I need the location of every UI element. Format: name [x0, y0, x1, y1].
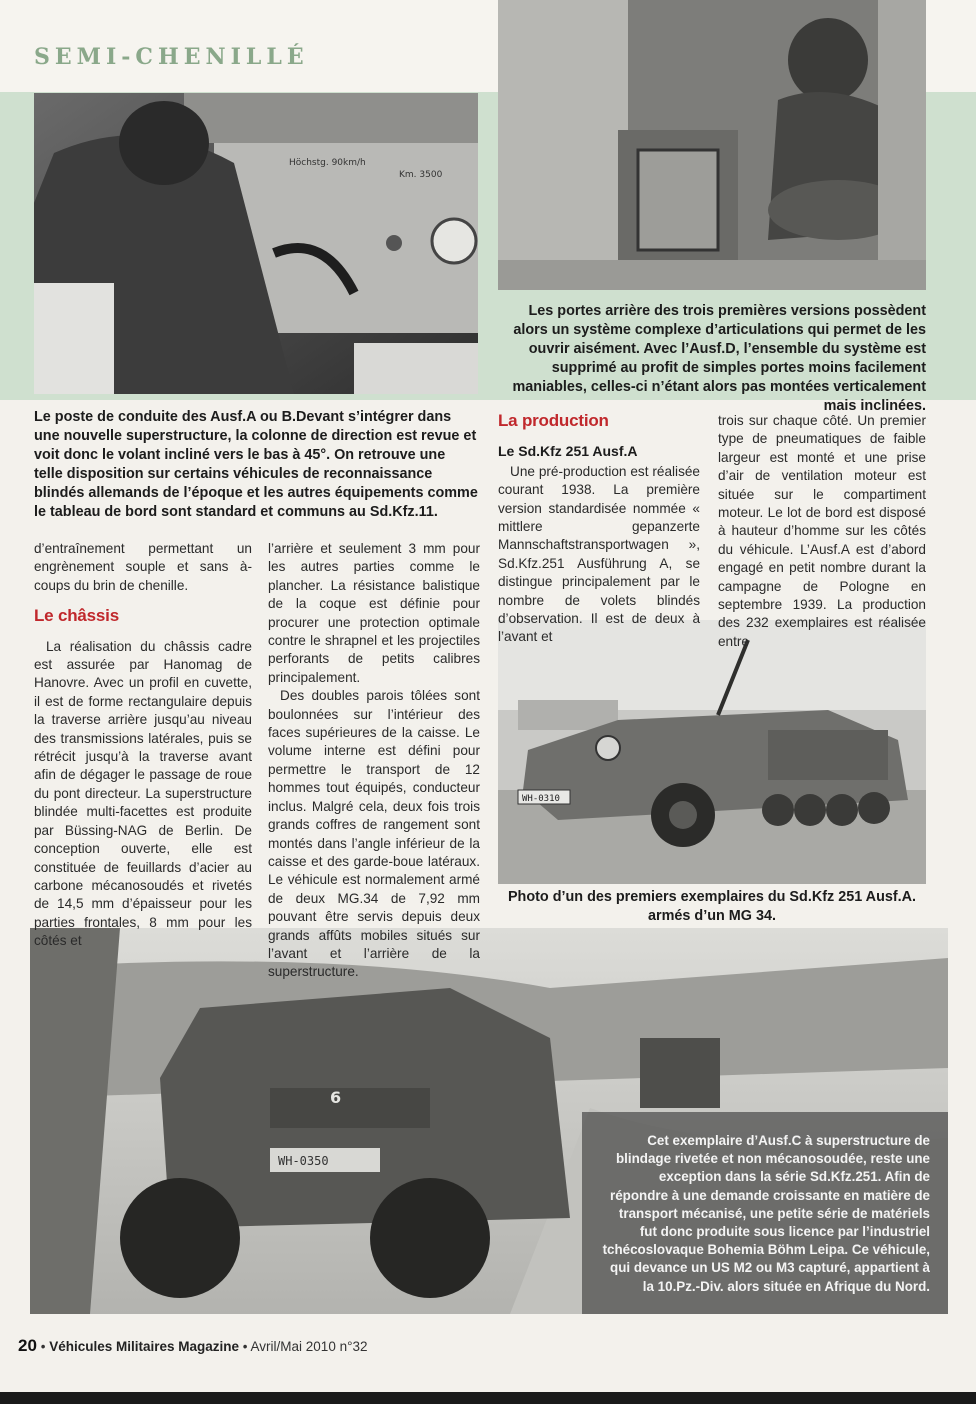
page-footer: [18, 1336, 368, 1356]
speed-plate-label: Höchstg. 90km/h: [289, 158, 366, 168]
column-1-body: La réalisation du châssis cadre est assurée par Hanomag de Hanovre. Avec un profil en cuvette, il est de forme rectangulaire depuis la traverse arrière jusqu’au niveau des transmissions latérales, puis se rétrécit jusqu’à la traverse avant afin de dégager le passage de roue du pont directeur. La superstructure blindée multi-facettes est produite par Büssing-NAG de Berlin. De conception ouverte, elle est constituée de feuillards d’acier au carbone mécanosoudés et rivetés de 14,5 mm d’épaisseur pour les parties frontales, 8 mm pour les côtés et: [34, 638, 252, 949]
rear-doors-photo: [498, 0, 926, 290]
article-column-2: [268, 540, 480, 982]
ausf-c-caption: Cet exemplaire d’Ausf.C à superstructure de blindage rivetée et non mécanosoudée, reste une exception dans la série Sd.Kfz.251. Afin de répondre à une demande croissante en matière de transport mécanisé, une petite série de matériels fut donc produite sous licence par l’industriel tchécoslovaque Bohemia Böhm Leipa. Ce véhicule, qui devance un US M2 ou M3 capturé, appartient à la 10.Pz.-Div. alors située en Afrique du Nord.: [582, 1112, 948, 1314]
rear-doors-caption: Les portes arrière des trois premières versions possèdent alors un système complexe d’articulations qui permet de les ouvrir aisément. Avec l’Ausf.D, l’ensemble du système est supprimé au profit de simples portes moins facilement maniables, celles-ci n’étant alors pas montées verticalement mais inclinées.: [512, 303, 926, 414]
column-2-paragraph-2: Des doubles parois tôlées sont boulonnées sur l’intérieur des faces supérieures de la caisse. Le volume interne est défini pour permettre le transport de 12 hommes tout équipés, conducteur inclus. Malgré cela, deux fois trois grands coffres de rangement sont montés dans l’angle inférieur de la caisse et des garde-boue latéraux. Le véhicule est normalement armé de deux MG.34 de 7,92 mm pouvant être servis depuis deux grands affûts mobiles situés sur l’avant et l’arrière de la superstructure.: [268, 688, 480, 980]
magazine-title: Véhicules Militaires Magazine: [49, 1339, 240, 1354]
early-vehicle-caption: Photo d’un des premiers exemplaires du Sd.Kfz 251 Ausf.A. armés d’un MG 34.: [507, 889, 917, 924]
column-3-body: Une pré-production est réalisée courant 1938. La première version standardisée nommée « mittlere gepanzerte Mannschaftstransportwagen », Sd.Kfz.251 Ausführung A, se distingue principalement par le nombre de volets blindés d’observation. Il est de deux à l’avant et: [498, 463, 700, 645]
article-column-1: [34, 540, 252, 951]
page-number: 20: [18, 1336, 37, 1355]
column-1-intro: d’entraînement permettant un engrènement souple et sans à-coups du brin de chenille.: [34, 541, 252, 593]
early-vehicle-plate: WH-0310: [522, 794, 560, 804]
cockpit-photo: [34, 93, 478, 394]
article-column-4: [718, 412, 926, 651]
ausf-c-plate: WH-0350: [278, 1154, 329, 1168]
ausf-c-marking: 6: [330, 1088, 342, 1107]
km-plate-label: Km. 3500: [399, 170, 443, 180]
bottom-edge-strip: [0, 1392, 976, 1404]
chassis-heading: Le châssis: [34, 606, 119, 626]
column-2-paragraph-1: l’arrière et seulement 3 mm pour les autres parties comme le plancher. La résistance balistique de la coque est définie pour procurer une protection optimale contre le shrapnel et les projectiles perforants de petits calibres principalement.: [268, 541, 480, 685]
article-column-3: [498, 412, 700, 647]
footer-separator-1: •: [40, 1339, 46, 1354]
production-subhead: Le Sd.Kfz 251 Ausf.A: [498, 443, 638, 460]
section-rubric: SEMI-CHENILLÉ: [34, 44, 309, 70]
cockpit-caption: Le poste de conduite des Ausf.A ou B.Devant s’intégrer dans une nouvelle superstructure, la colonne de direction est revue et voit donc le volant incliné vers le bas à 45°. On retrouve une telle disposition sur certains véhicules de reconnaissance blindés allemands de l’époque et les autres équipements comme le tableau de bord sont standard et communs au Sd.Kfz.11.: [34, 409, 478, 520]
footer-separator-2: •: [242, 1339, 248, 1354]
early-ausf-a-photo: [498, 620, 926, 884]
production-heading: La production: [498, 411, 609, 430]
issue-info: Avril/Mai 2010 n°32: [250, 1339, 368, 1354]
column-4-body: trois sur chaque côté. Un premier type de pneumatiques de faible largeur est monté et une prise d’air de ventilation moteur est située sur le compartiment moteur. Le lot de bord est disposé à hauteur d’homme sur les côtés du véhicule. L’Ausf.A est d’abord engagé en petit nombre durant la campagne de Pologne en septembre 1939. La production des 232 exemplaires est réalisée entre: [718, 413, 926, 649]
